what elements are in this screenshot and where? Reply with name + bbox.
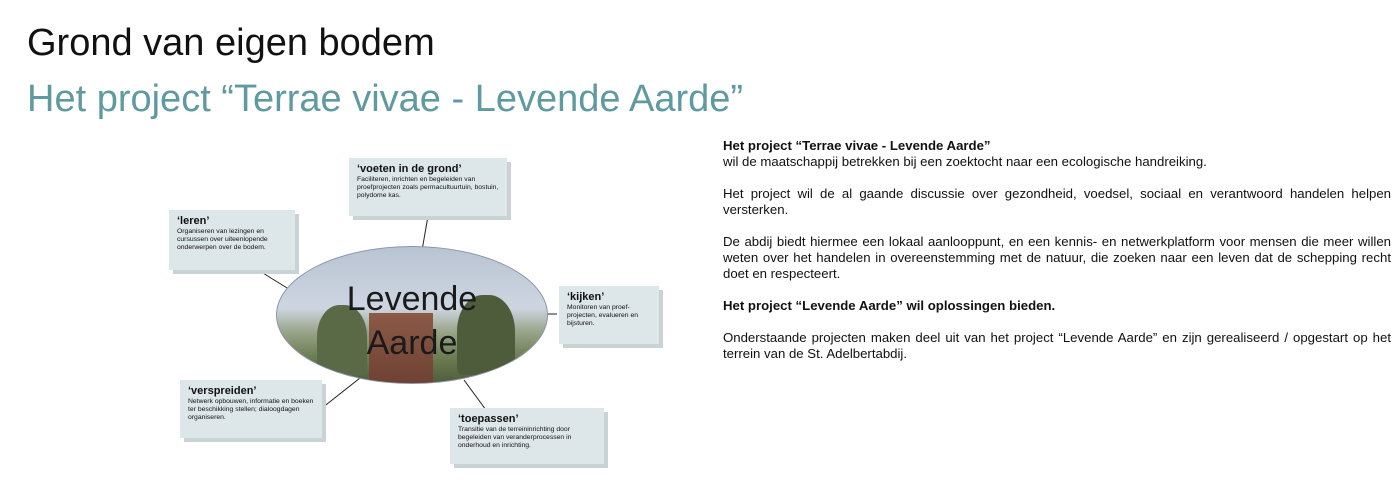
project-description [723, 138, 1391, 378]
box-body: Transitie van de terreininrichting door begeleiden van veranderprocessen in onderhoud en inrichting. [458, 426, 572, 450]
box-body: Netwerk opbouwen, informatie en boeken ter beschikking stellen; dialoogdagen organiseren. [188, 398, 314, 422]
intro-text: wil de maatschappij betrekken bij een zoektocht naar een ecologische handreiking. [723, 154, 1207, 169]
project-name-heading: Het project “Terrae vivae - Levende Aarde” [723, 138, 991, 153]
box-leren [169, 210, 295, 270]
page-title: Grond van eigen bodem [27, 22, 435, 64]
paragraph-solutions: Het project “Levende Aarde” wil oplossingen bieden. [723, 298, 1056, 313]
paragraph-projects: Onderstaande projecten maken deel uit van het project “Levende Aarde” en zijn gerealiseerd / opgestart op het terrein van de St. Adelbertabdij. [723, 330, 1391, 361]
box-kijken [559, 286, 659, 344]
box-title: ‘toepassen’ [458, 413, 519, 425]
center-label-line2: Aarde [366, 324, 458, 362]
box-voeten-in-de-grond [349, 158, 507, 216]
box-title: ‘kijken’ [567, 291, 605, 303]
box-toepassen [450, 408, 604, 464]
center-oval-photo [276, 246, 548, 384]
box-title: ‘verspreiden’ [188, 385, 257, 397]
paragraph-intro [723, 138, 1391, 170]
center-label-line1: Levende [346, 280, 478, 318]
box-title: ‘voeten in de grond’ [357, 163, 462, 175]
box-body: Monitoren van proef-projecten, evalueren en bijsturen. [567, 304, 639, 328]
box-verspreiden [180, 380, 322, 438]
paragraph-platform: De abdij biedt hiermee een lokaal aanlooppunt, en een kennis- en netwerkplatform voor mensen die meer willen weten over het handelen in overeenstemming met de natuur, die zoeken naar een leven dat de schepping recht doet en respecteert. [723, 234, 1391, 281]
paragraph-discussion: Het project wil de al gaande discussie over gezondheid, voedsel, sociaal en verantwoord handelen helpen versterken. [723, 186, 1391, 217]
box-body: Faciliteren, inrichten en begeleiden van proefprojecten zoals permacultuurtuin, bostuin, polydome kas. [357, 176, 499, 200]
page-subtitle: Het project “Terrae vivae - Levende Aarde” [27, 78, 744, 120]
box-body: Organiseren van lezingen en cursussen over uiteenlopende onderwerpen over de bodem. [177, 228, 268, 252]
box-title: ‘leren’ [177, 215, 210, 227]
